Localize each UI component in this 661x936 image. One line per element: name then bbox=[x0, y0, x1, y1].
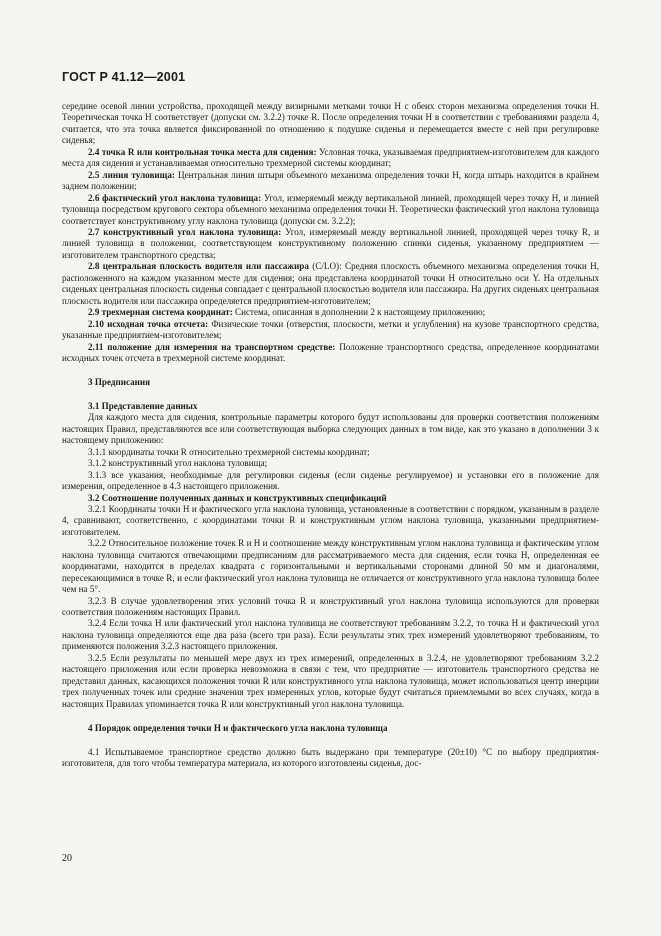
paragraph-text: Система, описанная в дополнении 2 к настоящему приложению; bbox=[232, 307, 486, 318]
section-heading bbox=[62, 377, 599, 388]
body-paragraph bbox=[62, 504, 599, 538]
body-paragraph bbox=[62, 458, 599, 469]
term-label: 2.9 трехмерная система координат: bbox=[88, 307, 233, 318]
paragraph-text: 3.2.4 Если точка H или фактический угол наклона туловища не соответствуют требованиям 3.2.2, то точка H и фактический угол наклона туловища определяются еще два раза (всего три раза). Если результаты этих трех измерений удовлетворяют требованиям, то применяются положения 3.2.3 настоящего приложения. bbox=[62, 618, 599, 652]
subsection-heading bbox=[62, 493, 599, 504]
body-paragraph bbox=[62, 193, 599, 227]
subsection-heading bbox=[62, 401, 599, 412]
term-label: 2.11 положение для измерения на транспортном средстве: bbox=[88, 341, 336, 352]
body-paragraph bbox=[62, 319, 599, 342]
paragraph-text: 3.1.1 координаты точки R относительно трехмерной системы координат; bbox=[88, 446, 370, 457]
term-label: 2.6 фактический угол наклона туловища: bbox=[88, 192, 262, 203]
document-header: ГОСТ Р 41.12—2001 bbox=[62, 70, 186, 84]
paragraph-text: 3.2 Соотношение полученных данных и конструктивных спецификаций bbox=[88, 492, 387, 503]
document-body bbox=[62, 101, 599, 769]
paragraph-text: Физические точки (отверстия, плоскости, метки и углубления) на кузове транспортного средства, указанные предприятием-изготовителем; bbox=[62, 318, 599, 341]
paragraph-text: Центральная линия штыря объемного механизма определения точки H, когда штырь находится в крайнем заднем положении; bbox=[62, 169, 600, 192]
body-paragraph bbox=[62, 307, 599, 318]
paragraph-text: 3 Предписания bbox=[88, 377, 151, 388]
paragraph-text: 4.1 Испытываемое транспортное средство должно быть выдержано при температуре (20±10) °С по выбору предприятия-изготовителя, для того чтобы температура материала, из которого изготовлены сиденья, дос- bbox=[62, 746, 599, 769]
body-paragraph bbox=[62, 170, 599, 193]
body-paragraph bbox=[62, 747, 599, 770]
body-paragraph bbox=[62, 342, 599, 365]
body-paragraph bbox=[62, 596, 599, 619]
body-paragraph bbox=[62, 412, 599, 446]
paragraph-text: 3.2.3 В случае удовлетворения этих условий точка R и конструктивный угол наклона туловища используются для проверки соответствия положениям настоящих Правил. bbox=[62, 595, 599, 618]
body-paragraph bbox=[62, 147, 599, 170]
paragraph-text: 3.2.2 Относительное положение точек R и H и соотношение между конструктивным углом наклона туловища и фактическим углом наклона туловища считаются отвечающими предписаниям для рассматриваемого места для сидения, если точка H, определенная ее координатами, находится в пределах квадрата с горизонтальными и вертикальными сторонами длиной 50 мм и диагоналями, пересекающимися в точке R, и если фактический угол наклона туловища не отличается от конструктивного угла наклона туловища более чем на 5°. bbox=[62, 538, 599, 595]
page-number: 20 bbox=[62, 853, 72, 864]
paragraph-text: Угол, измеряемый между вертикальной линией, проходящей через точку H, и линией туловища посредством кругового сектора объемного механизма определения точки H. Теоретически фактический угол наклона туловища соответствует конструктивному углу наклона туловища (допуски см. 3.2.2); bbox=[62, 192, 599, 226]
paragraph-text: 3.2.1 Координаты точки H и фактического угла наклона туловища, установленные в соответствии с порядком, указанным в разделе 4, сравнивают, соответственно, с координатами точки R и конструктивным углом наклона туловища, указанными предприятием-изготовителем. bbox=[62, 503, 599, 537]
body-paragraph bbox=[62, 653, 599, 710]
body-paragraph bbox=[62, 261, 599, 307]
paragraph-text: Угол, измеряемый между вертикальной линией, проходящей через точку R, и линией туловища в положении, соответствующем конструктивному положению спинки сиденья, указанному предприятием — изготовителем транспортного средства; bbox=[62, 226, 599, 260]
body-paragraph bbox=[62, 618, 599, 652]
body-paragraph bbox=[62, 538, 599, 595]
term-label: 2.4 точка R или контрольная точка места для сидения: bbox=[88, 146, 317, 157]
term-label: 2.7 конструктивный угол наклона туловища: bbox=[88, 226, 282, 237]
paragraph-text: 3.2.5 Если результаты по меньшей мере двух из трех измерений, определенных в 3.2.4, не удовлетворяют требованиям 3.2.2 настоящего приложения или если проверка невозможна в связи с тем, что предприятие — изготовитель транспортного средства не представил данных, касающихся положения точки R или конструктивного угла наклона туловища, может использоваться центр инерции трех полученных точек или средние значения трех измеренных углов, которые будут считаться приемлемыми во всех случаях, когда в настоящих Правилах упоминается точка R или конструктивный угол наклона туловища. bbox=[62, 652, 599, 709]
paragraph-text: 3.1.3 все указания, необходимые для регулировки сиденья (если сиденье регулируемое) и установки его в положение для измерения, определенное в 4.3 настоящего приложения. bbox=[62, 469, 599, 492]
section-heading bbox=[62, 723, 599, 734]
term-label: 2.5 линия туловища: bbox=[88, 169, 175, 180]
body-paragraph bbox=[62, 470, 599, 493]
term-label: 2.8 центральная плоскость водителя или пассажира bbox=[88, 261, 309, 272]
body-paragraph bbox=[62, 101, 599, 147]
paragraph-text: середине осевой линии устройства, проходящей между визирными метками точки H с обеих сторон механизма определения точки H. Теоретическая точка H соответствует (допуски см. 3.2.2) точке R. После определения точки H в соответствии с требованиями раздела 4, считается, что эта точка является фиксированной по отношению к подушке сиденья и перемещается вместе с ней при регулировке сиденья; bbox=[62, 101, 599, 146]
paragraph-text: 3.1 Представление данных bbox=[88, 400, 198, 411]
paragraph-text: 4 Порядок определения точки H и фактического угла наклона туловища bbox=[88, 723, 388, 734]
paragraph-text: 3.1.2 конструктивный угол наклона туловища; bbox=[88, 458, 268, 469]
body-paragraph bbox=[62, 447, 599, 458]
paragraph-text: Условная точка, указываемая предприятием-изготовителем для каждого места для сидения и устанавливаемая относительно трехмерной системы координат; bbox=[62, 146, 599, 169]
paragraph-text: Для каждого места для сидения, контрольные параметры которого будут использованы для проверки соответствия положениям настоящих Правил, представляются все или соответствующая выборка следующих данных в том виде, как это указано в дополнении 3 к настоящему приложению: bbox=[62, 412, 599, 446]
paragraph-text: (C/LO): Средняя плоскость объемного механизма определения точки H, расположенного на каждом указанном месте для сидения; она представлена координатой точки H относительно оси Y. На отдельных сиденьях центральная плоскость сиденья совпадает с центральной плоскостью водителя или пассажира. На других сиденьях центральная плоскость водителя или пассажира определяется предприятием-изготовителем; bbox=[62, 261, 599, 306]
term-label: 2.10 исходная точка отсчета: bbox=[88, 318, 209, 329]
body-paragraph bbox=[62, 227, 599, 261]
paragraph-text: Положение транспортного средства, определенное координатами исходных точек отсчета в трехмерной системе координат. bbox=[62, 341, 599, 363]
